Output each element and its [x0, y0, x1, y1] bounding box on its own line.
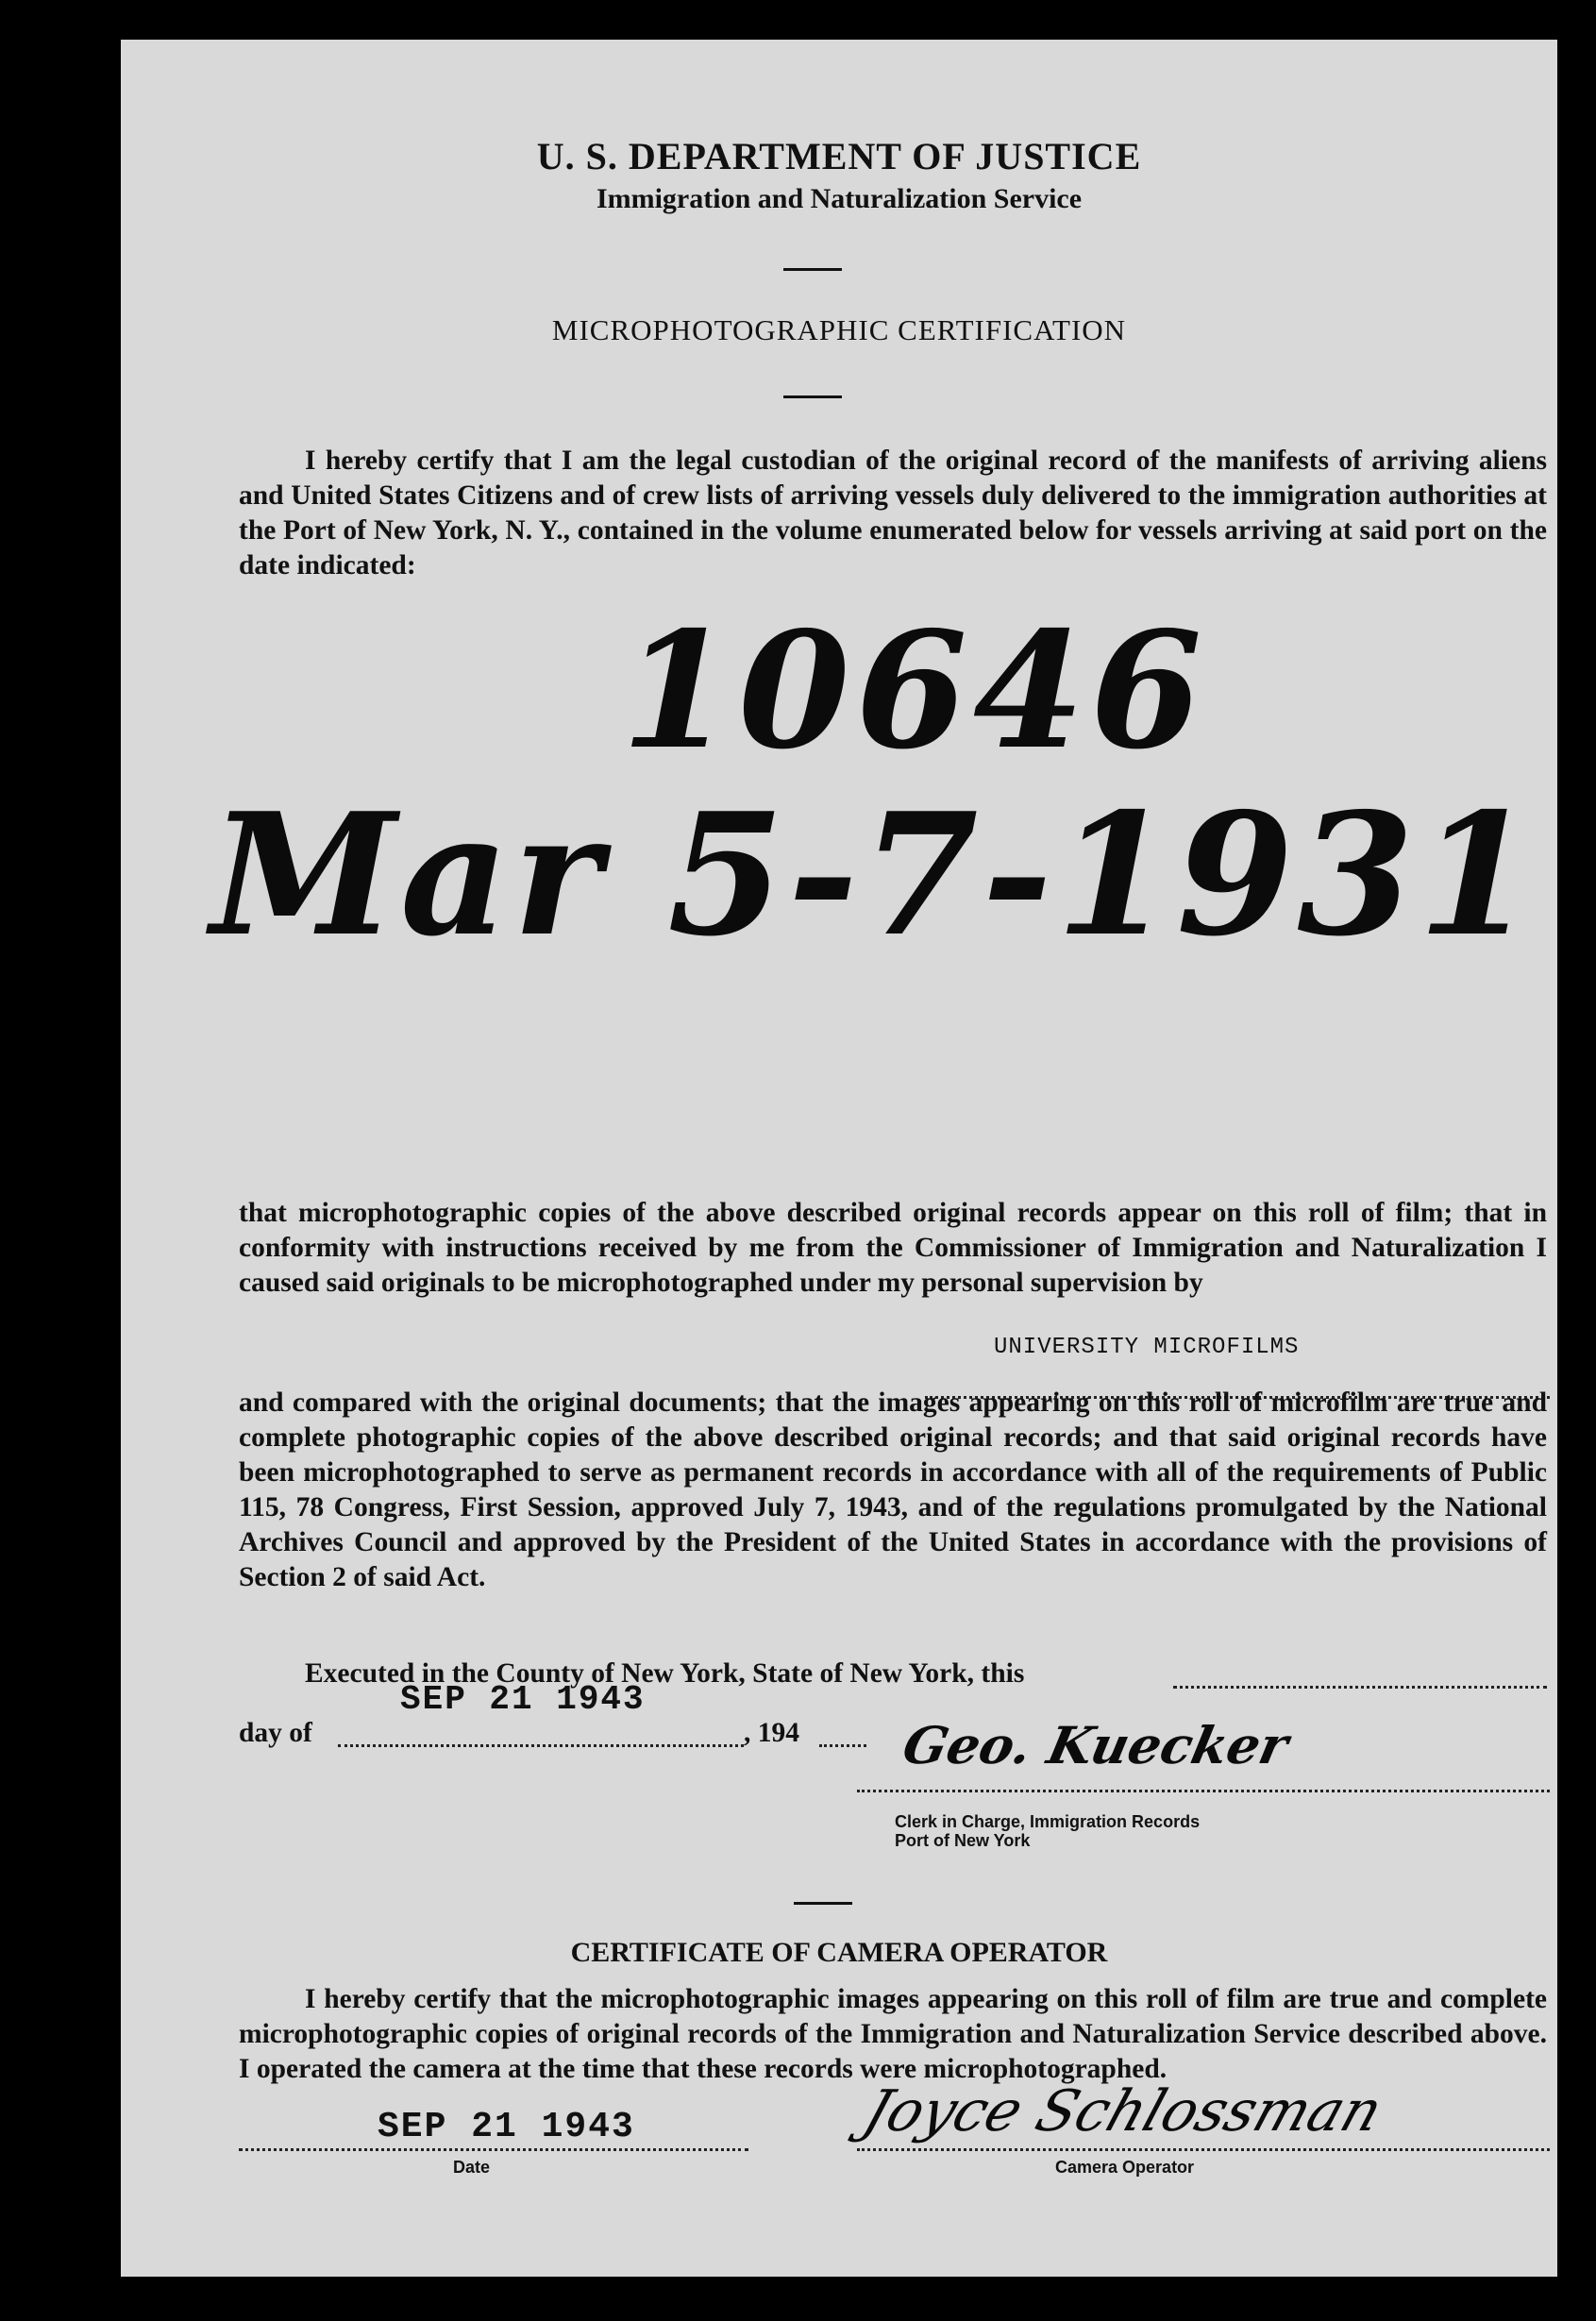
operator-signature-line [857, 2146, 1550, 2151]
day-of-label: day of [239, 1718, 312, 1748]
divider [783, 268, 842, 271]
copies-statement-text: that microphotographic copies of the above described original records appear on this roll of film; that in conformity with instructions received by me from the Commissioner of Immigration and Naturalization I caused said originals to be microphotographed under my personal supervision by [239, 1198, 1547, 1298]
day-of-blank [338, 1735, 744, 1747]
clerk-signature: Geo. Kuecker [898, 1715, 1294, 1775]
camera-operator-label: Camera Operator [1055, 2158, 1195, 2177]
service-subheading: Immigration and Naturalization Service [596, 183, 1083, 214]
divider [794, 1902, 852, 1905]
custodian-statement [239, 444, 1547, 583]
executed-date-stamp: SEP 21 1943 [400, 1680, 646, 1719]
executed-blank [1173, 1673, 1547, 1689]
operator-date-stamp: SEP 21 1943 [378, 2107, 635, 2147]
certificate-page [121, 40, 1557, 2277]
date-line [239, 2146, 748, 2151]
certification-title: MICROPHOTOGRAPHIC CERTIFICATION [551, 313, 1127, 346]
clerk-title-line2: Port of New York [895, 1831, 1031, 1850]
date-label: Date [453, 2158, 491, 2177]
agency-heading: U. S. DEPARTMENT OF JUSTICE [536, 135, 1142, 177]
handwritten-date-range: Mar 5-7-1931 [210, 776, 1538, 973]
copies-statement [239, 1196, 1547, 1301]
clerk-title-line1: Clerk in Charge, Immigration Records [895, 1812, 1201, 1831]
operator-signature: Joyce Schlossman [855, 2078, 1391, 2144]
camera-operator-title: CERTIFICATE OF CAMERA OPERATOR [570, 1937, 1108, 1968]
year-blank [819, 1735, 866, 1747]
custodian-statement-text: I hereby certify that I am the legal custodian of the original record of the manifests of arriving aliens and United States Citizens and of crew lists of arriving vessels duly delivered to the immigration authorities at the Port of New York, N. Y., contained in the volume enumerated below for vessels arriving at said port on the date indicated: [239, 446, 1547, 580]
operator-statement-text: I hereby certify that the microphotographic images appearing on this roll of film are true and complete microphotographic copies of original records of the Immigration and Naturalization Service described above. I operated the camera at the time that these records were microphotographed. [239, 1984, 1547, 2084]
compared-statement [239, 1386, 1547, 1595]
handwritten-volume-number: 10646 [621, 597, 1208, 785]
divider [783, 395, 842, 398]
clerk-signature-line [857, 1788, 1550, 1792]
executed-text: Executed in the County of New York, State of New York, this [305, 1658, 1025, 1689]
microfilmed-by-typed: UNIVERSITY MICROFILMS [994, 1335, 1300, 1360]
operator-statement [239, 1982, 1547, 2087]
year-prefix: , 194 [744, 1718, 799, 1748]
compared-statement-text: and compared with the original documents; that the images appearing on this roll of microfilm are true and complete photographic copies of the above described original records; and that said original records have been microphotographed to serve as permanent records in accordance with all of the requirements of Public 115, 78 Congress, First Session, approved July 7, 1943, and of the regulations promulgated by the National Archives Council and approved by the President of the United States in accordance with the provisions of Section 2 of said Act. [239, 1388, 1547, 1592]
